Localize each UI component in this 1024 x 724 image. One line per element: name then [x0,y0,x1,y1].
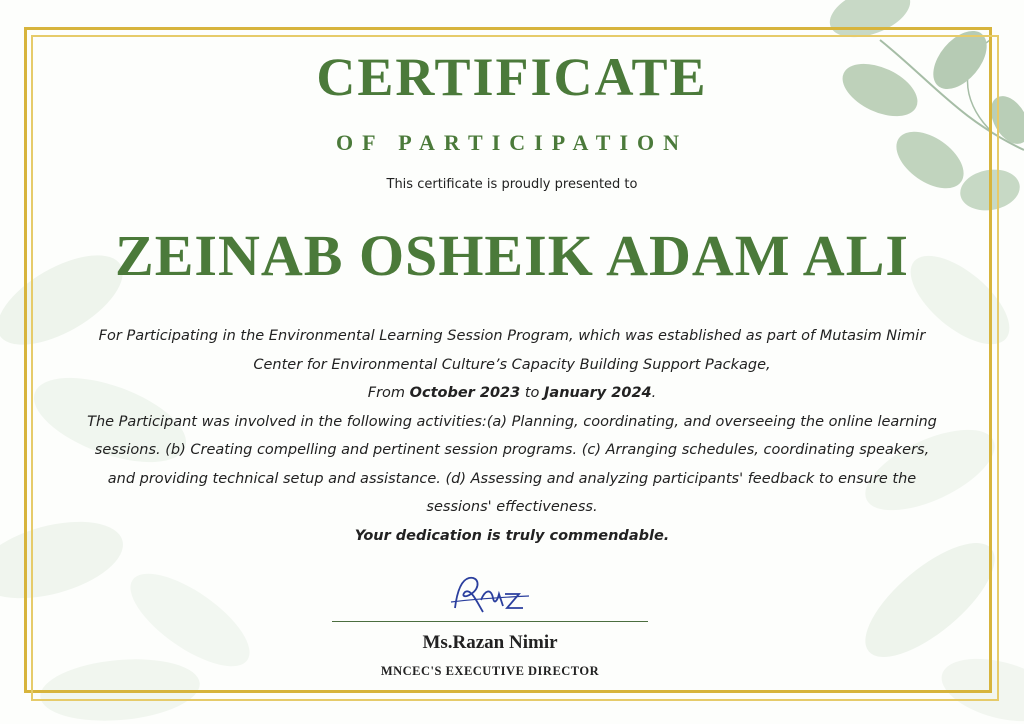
body-line-4: The Participant was involved in the following activities:(a) Planning, coordinating, and overseeing the online learning [87,413,937,430]
signature-line [332,621,648,622]
body-line-5: sessions. (b) Creating compelling and pertinent session programs. (c) Arranging schedules, coordinating speakers, [94,442,930,458]
date-suffix: . [651,385,657,401]
certificate-body [62,322,962,550]
closing-statement: Your dedication is truly commendable. [354,527,670,544]
handwritten-signature [447,572,537,620]
end-date: January 2024 [544,385,652,401]
body-line-7: sessions' effectiveness. [426,499,598,515]
date-mid: to [520,385,545,401]
recipient-name: ZEINAB OSHEIK ADAM ALI [115,223,909,288]
signatory-role: MNCEC'S EXECUTIVE DIRECTOR [380,664,600,678]
body-line-2: Center for Environmental Culture’s Capacity Building Support Package, [253,356,771,373]
certificate-subtitle: OF PARTICIPATION [335,130,689,155]
body-line-3 [62,379,962,408]
signature-block [332,572,648,682]
start-date: October 2023 [409,385,521,401]
body-line-6: and providing technical setup and assistance. (d) Assessing and analyzing participants' feedback to ensure the [107,470,917,487]
signatory-name: Ms.Razan Nimir [422,632,558,653]
presented-text: This certificate is proudly presented to [386,177,638,192]
body-line-1: For Participating in the Environmental Learning Session Program, which was established as part of Mutasim Nimir [98,328,926,344]
certificate-title: CERTIFICATE [316,47,708,107]
date-prefix: From [367,385,410,401]
